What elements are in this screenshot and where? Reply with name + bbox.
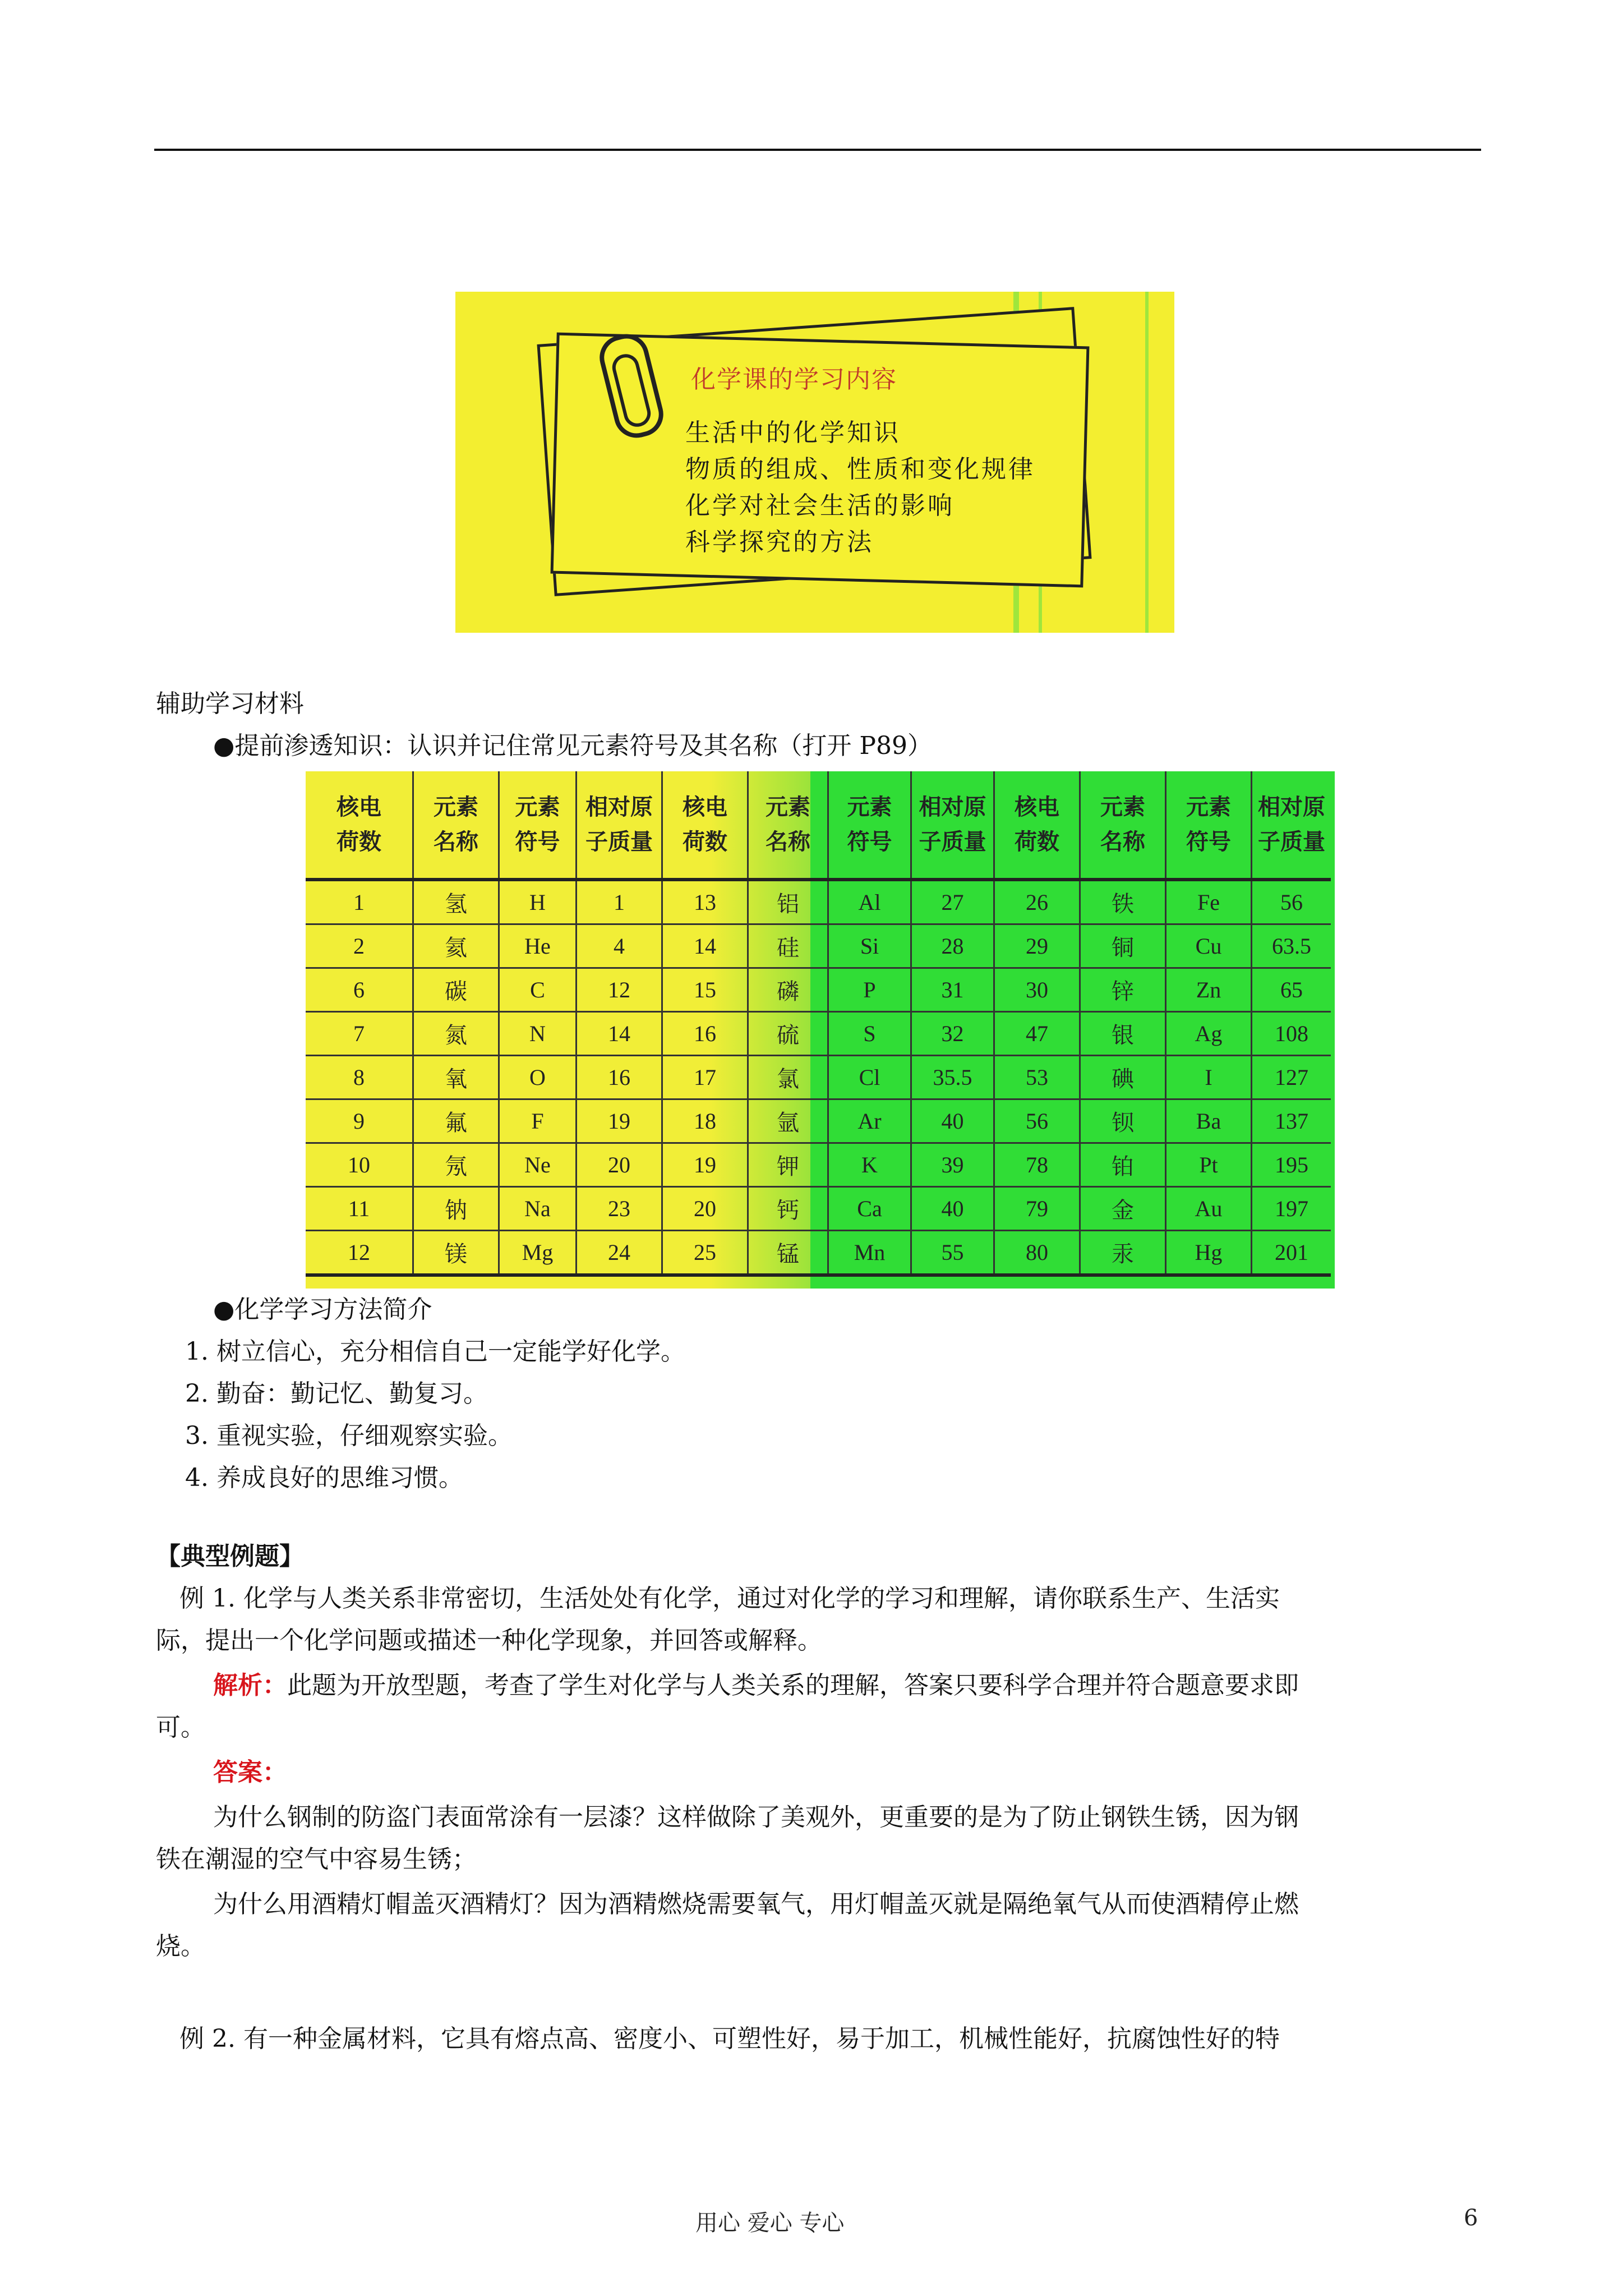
table-cell: 汞 bbox=[1080, 1231, 1166, 1276]
table-header-text: 元素 bbox=[1186, 794, 1231, 820]
table-cell: 18 bbox=[662, 1099, 748, 1143]
table-cell: 磷 bbox=[748, 968, 828, 1012]
table-header-cell bbox=[662, 771, 748, 880]
table-cell: 4 bbox=[577, 924, 662, 968]
answer2-line2: 烧。 bbox=[156, 1932, 205, 1961]
table-cell: I bbox=[1166, 1056, 1252, 1099]
answer1-line1: 为什么钢制的防盗门表面常涂有一层漆？这样做除了美观外，更重要的是为了防止钢铁生锈，因为钢 bbox=[213, 1803, 1299, 1832]
table-cell: 8 bbox=[306, 1056, 413, 1099]
table-header-cell bbox=[748, 771, 828, 880]
table-cell: 19 bbox=[662, 1143, 748, 1187]
table-cell: He bbox=[499, 924, 577, 968]
card-item: 生活中的化学知识 bbox=[685, 418, 901, 447]
header-rule bbox=[154, 149, 1481, 151]
table-cell: 27 bbox=[911, 880, 994, 924]
card-item: 化学对社会生活的影响 bbox=[685, 491, 955, 520]
answer-label: 答案： bbox=[213, 1758, 287, 1787]
table-cell: 108 bbox=[1252, 1012, 1331, 1056]
page-number: 6 bbox=[1464, 2205, 1478, 2231]
table-cell: 硫 bbox=[748, 1012, 828, 1056]
table-header-text: 元素 bbox=[766, 794, 810, 820]
table-header-cell bbox=[1080, 771, 1166, 880]
answer2-line1: 为什么用酒精灯帽盖灭酒精灯？因为酒精燃烧需要氧气，用灯帽盖灭就是隔绝氧气从而使酒精停止燃 bbox=[213, 1890, 1299, 1918]
element-table bbox=[306, 771, 1331, 1277]
table-cell: 201 bbox=[1252, 1231, 1331, 1276]
table-row bbox=[306, 1012, 1331, 1056]
table-cell: 17 bbox=[662, 1056, 748, 1099]
table-cell: 11 bbox=[306, 1187, 413, 1231]
table-header-text: 符号 bbox=[847, 829, 892, 855]
table-header-text: 核电 bbox=[1015, 794, 1059, 820]
table-cell: 1 bbox=[306, 880, 413, 924]
table-cell: 锰 bbox=[748, 1231, 828, 1276]
table-cell: Pt bbox=[1166, 1143, 1252, 1187]
table-cell: Au bbox=[1166, 1187, 1252, 1231]
table-cell: Si bbox=[828, 924, 911, 968]
table-cell: 氖 bbox=[413, 1143, 499, 1187]
table-header-cell bbox=[994, 771, 1080, 880]
bullet-study-methods: ●化学学习方法简介 bbox=[213, 1295, 432, 1324]
table-header-cell bbox=[499, 771, 577, 880]
table-cell: K bbox=[828, 1143, 911, 1187]
method-item: 3. 重视实验，仔细观察实验。 bbox=[185, 1421, 513, 1450]
table-cell: O bbox=[499, 1056, 577, 1099]
table-cell: Ag bbox=[1166, 1012, 1252, 1056]
table-cell: 氩 bbox=[748, 1099, 828, 1143]
table-cell: 28 bbox=[911, 924, 994, 968]
table-cell: 16 bbox=[662, 1012, 748, 1056]
table-header-text: 名称 bbox=[434, 829, 478, 855]
table-cell: 137 bbox=[1252, 1099, 1331, 1143]
table-cell: 锌 bbox=[1080, 968, 1166, 1012]
table-cell: 钡 bbox=[1080, 1099, 1166, 1143]
table-header-text: 子质量 bbox=[1258, 829, 1325, 855]
table-cell: 63.5 bbox=[1252, 924, 1331, 968]
table-cell: 铝 bbox=[748, 880, 828, 924]
table-header-text: 荷数 bbox=[1015, 829, 1059, 855]
table-cell: Ca bbox=[828, 1187, 911, 1231]
table-cell: 26 bbox=[994, 880, 1080, 924]
table-cell: 9 bbox=[306, 1099, 413, 1143]
table-cell: 铁 bbox=[1080, 880, 1166, 924]
table-cell: 29 bbox=[994, 924, 1080, 968]
table-cell: 39 bbox=[911, 1143, 994, 1187]
table-row bbox=[306, 924, 1331, 968]
table-cell: 19 bbox=[577, 1099, 662, 1143]
method-item: 2. 勤奋：勤记忆、勤复习。 bbox=[185, 1379, 488, 1408]
table-cell: 20 bbox=[662, 1187, 748, 1231]
table-cell: Hg bbox=[1166, 1231, 1252, 1276]
method-item: 4. 养成良好的思维习惯。 bbox=[185, 1464, 463, 1492]
table-cell: 氟 bbox=[413, 1099, 499, 1143]
table-cell: S bbox=[828, 1012, 911, 1056]
table-header-text: 相对原 bbox=[1258, 794, 1325, 820]
table-cell: 氧 bbox=[413, 1056, 499, 1099]
table-cell: 79 bbox=[994, 1187, 1080, 1231]
table-cell: Mg bbox=[499, 1231, 577, 1276]
table-cell: 12 bbox=[577, 968, 662, 1012]
table-cell: 40 bbox=[911, 1099, 994, 1143]
table-cell: 碘 bbox=[1080, 1056, 1166, 1099]
section-label: 辅助学习材料 bbox=[156, 689, 304, 718]
table-cell: Fe bbox=[1166, 880, 1252, 924]
table-row bbox=[306, 1187, 1331, 1231]
table-header-text: 荷数 bbox=[336, 829, 381, 855]
table-cell: 24 bbox=[577, 1231, 662, 1276]
table-header-text: 核电 bbox=[336, 794, 381, 820]
table-header-text: 名称 bbox=[766, 829, 810, 855]
table-cell: 氦 bbox=[413, 924, 499, 968]
table-cell: 56 bbox=[1252, 880, 1331, 924]
table-header-cell bbox=[1252, 771, 1331, 880]
table-row bbox=[306, 880, 1331, 924]
table-header-text: 符号 bbox=[1186, 829, 1231, 855]
table-cell: 硅 bbox=[748, 924, 828, 968]
table-cell: 氯 bbox=[748, 1056, 828, 1099]
table-row bbox=[306, 968, 1331, 1012]
table-header-text: 相对原 bbox=[919, 794, 986, 820]
example1-line1: 例 1. 化学与人类关系非常密切，生活处处有化学，通过对化学的学习和理解，请你联系生产、生活实 bbox=[179, 1584, 1280, 1613]
table-row bbox=[306, 1056, 1331, 1099]
table-cell: 127 bbox=[1252, 1056, 1331, 1099]
table-cell: 14 bbox=[662, 924, 748, 968]
study-card-figure bbox=[455, 292, 1174, 633]
table-cell: Ba bbox=[1166, 1099, 1252, 1143]
table-header-text: 元素 bbox=[1100, 794, 1145, 820]
table-header-text: 荷数 bbox=[683, 829, 727, 855]
table-cell: C bbox=[499, 968, 577, 1012]
table-cell: 15 bbox=[662, 968, 748, 1012]
table-cell: Ne bbox=[499, 1143, 577, 1187]
table-header-text: 子质量 bbox=[585, 829, 653, 855]
table-cell: 氮 bbox=[413, 1012, 499, 1056]
table-cell: 20 bbox=[577, 1143, 662, 1187]
table-cell: 2 bbox=[306, 924, 413, 968]
table-cell: Ar bbox=[828, 1099, 911, 1143]
table-cell: 80 bbox=[994, 1231, 1080, 1276]
table-cell: 1 bbox=[577, 880, 662, 924]
card-item: 物质的组成、性质和变化规律 bbox=[685, 455, 1035, 484]
table-cell: 6 bbox=[306, 968, 413, 1012]
table-cell: Mn bbox=[828, 1231, 911, 1276]
table-cell: 53 bbox=[994, 1056, 1080, 1099]
table-cell: 32 bbox=[911, 1012, 994, 1056]
analysis-label: 解析： bbox=[213, 1671, 287, 1700]
table-header-text: 符号 bbox=[515, 829, 560, 855]
table-cell: F bbox=[499, 1099, 577, 1143]
table-cell: 14 bbox=[577, 1012, 662, 1056]
example1-analysis-line2: 可。 bbox=[156, 1713, 205, 1742]
table-row bbox=[306, 1231, 1331, 1276]
table-cell: 40 bbox=[911, 1187, 994, 1231]
table-cell: N bbox=[499, 1012, 577, 1056]
table-cell: 78 bbox=[994, 1143, 1080, 1187]
method-item: 1. 树立信心，充分相信自己一定能学好化学。 bbox=[185, 1337, 685, 1366]
table-cell: 16 bbox=[577, 1056, 662, 1099]
table-header-cell bbox=[413, 771, 499, 880]
examples-heading: 【典型例题】 bbox=[156, 1542, 304, 1571]
table-header-text: 子质量 bbox=[919, 829, 986, 855]
table-header-cell bbox=[1166, 771, 1252, 880]
table-cell: 30 bbox=[994, 968, 1080, 1012]
table-cell: Cu bbox=[1166, 924, 1252, 968]
table-cell: 氢 bbox=[413, 880, 499, 924]
table-header-cell bbox=[577, 771, 662, 880]
table-cell: Cl bbox=[828, 1056, 911, 1099]
table-cell: 25 bbox=[662, 1231, 748, 1276]
table-cell: Na bbox=[499, 1187, 577, 1231]
table-cell: 55 bbox=[911, 1231, 994, 1276]
card-item: 科学探究的方法 bbox=[685, 528, 874, 556]
table-cell: 铂 bbox=[1080, 1143, 1166, 1187]
table-cell: 13 bbox=[662, 880, 748, 924]
table-cell: 金 bbox=[1080, 1187, 1166, 1231]
footer-motto: 用心 爱心 专心 bbox=[695, 2210, 845, 2236]
element-table-figure bbox=[306, 771, 1335, 1289]
table-header-cell bbox=[828, 771, 911, 880]
table-header-text: 元素 bbox=[847, 794, 892, 820]
table-cell: 10 bbox=[306, 1143, 413, 1187]
example1-line2: 际，提出一个化学问题或描述一种化学现象，并回答或解释。 bbox=[156, 1626, 822, 1655]
table-cell: 7 bbox=[306, 1012, 413, 1056]
table-row bbox=[306, 1143, 1331, 1187]
table-cell: 35.5 bbox=[911, 1056, 994, 1099]
table-cell: 钾 bbox=[748, 1143, 828, 1187]
example2-line1: 例 2. 有一种金属材料，它具有熔点高、密度小、可塑性好，易于加工，机械性能好，抗腐蚀性好的特 bbox=[179, 2024, 1280, 2053]
table-cell: 钙 bbox=[748, 1187, 828, 1231]
table-header-text: 元素 bbox=[515, 794, 560, 820]
card-title: 化学课的学习内容 bbox=[691, 365, 897, 394]
table-cell: 47 bbox=[994, 1012, 1080, 1056]
table-cell: 56 bbox=[994, 1099, 1080, 1143]
table-header-text: 核电 bbox=[683, 794, 727, 820]
table-cell: 钠 bbox=[413, 1187, 499, 1231]
table-cell: H bbox=[499, 880, 577, 924]
table-row bbox=[306, 1099, 1331, 1143]
table-cell: Al bbox=[828, 880, 911, 924]
answer1-line2: 铁在潮湿的空气中容易生锈； bbox=[156, 1845, 477, 1874]
table-cell: 镁 bbox=[413, 1231, 499, 1276]
table-header-text: 元素 bbox=[434, 794, 478, 820]
table-cell: 银 bbox=[1080, 1012, 1166, 1056]
table-cell: 197 bbox=[1252, 1187, 1331, 1231]
table-cell: 65 bbox=[1252, 968, 1331, 1012]
bullet-preview-knowledge: ●提前渗透知识：认识并记住常见元素符号及其名称（打开 P89） bbox=[213, 731, 932, 760]
table-cell: 12 bbox=[306, 1231, 413, 1276]
table-cell: 碳 bbox=[413, 968, 499, 1012]
table-header-text: 名称 bbox=[1100, 829, 1145, 855]
table-cell: P bbox=[828, 968, 911, 1012]
table-cell: 31 bbox=[911, 968, 994, 1012]
table-header-cell bbox=[911, 771, 994, 880]
example1-analysis bbox=[213, 1669, 1299, 1703]
table-header-cell bbox=[306, 771, 413, 880]
table-header-text: 相对原 bbox=[585, 794, 653, 820]
table-cell: 23 bbox=[577, 1187, 662, 1231]
analysis-text: 此题为开放型题，考查了学生对化学与人类关系的理解，答案只要科学合理并符合题意要求即 bbox=[287, 1671, 1299, 1700]
table-cell: 铜 bbox=[1080, 924, 1166, 968]
table-cell: 195 bbox=[1252, 1143, 1331, 1187]
table-cell: Zn bbox=[1166, 968, 1252, 1012]
